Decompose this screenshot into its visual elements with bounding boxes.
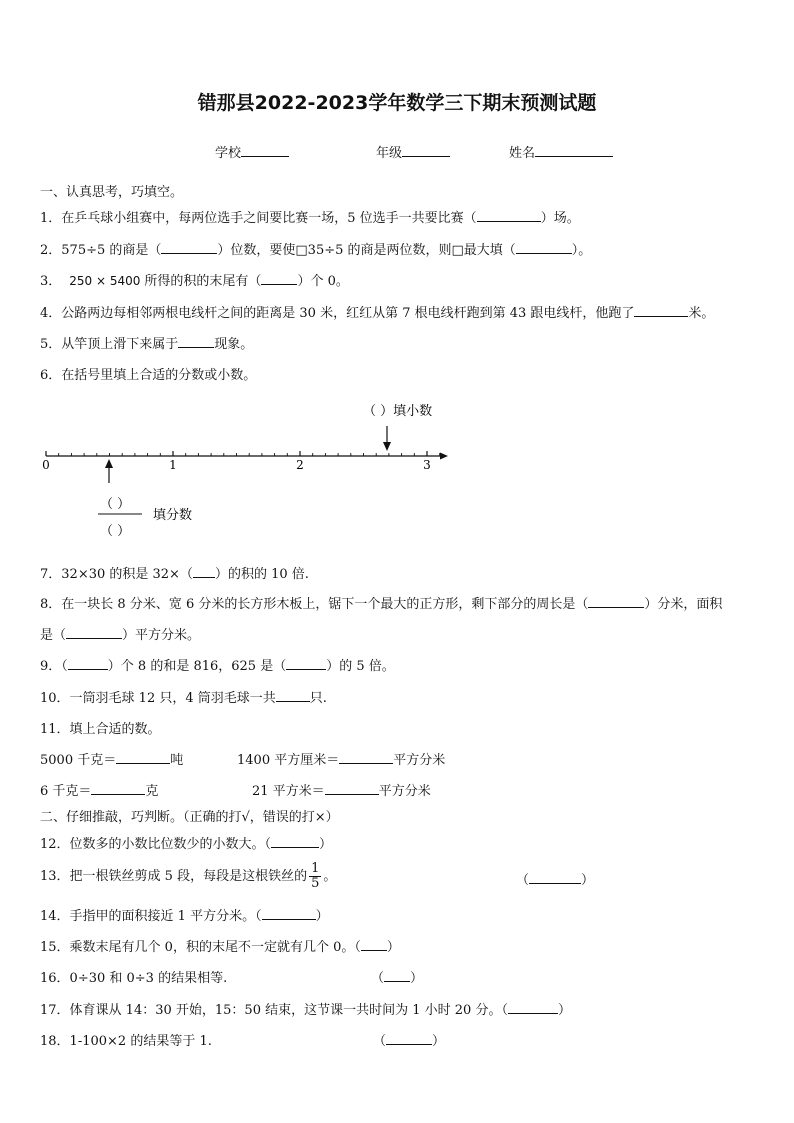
q12-blank[interactable]	[271, 835, 319, 848]
section2-heading: 二、仔细推敲，巧判断。（正确的打√，错误的打×）	[40, 810, 339, 825]
q18-answer	[373, 1030, 445, 1049]
q11-r1c-text: 1400 平方厘米＝	[237, 753, 340, 768]
q11-r2c-text: 21 平方米＝	[252, 784, 325, 799]
q13-text-end: 。	[323, 869, 337, 884]
question-14	[40, 905, 329, 924]
q14-text: 14．手指甲的面积接近 1 平方分米。（	[40, 909, 262, 924]
q2-text-mid: ）位数，要使□35÷5 的商是两位数，则□最大填（	[217, 243, 516, 258]
question-5	[40, 333, 253, 352]
school-blank[interactable]	[241, 144, 289, 157]
q13-text: 13．把一根铁丝剪成 5 段，每段是这根铁丝的	[40, 869, 308, 884]
question-12	[40, 833, 332, 852]
q18-paren-close: ）	[432, 1034, 446, 1049]
q8-blank-2[interactable]	[66, 626, 122, 639]
q9-blank-1[interactable]	[68, 657, 108, 670]
q11-r2-text: 6 千克＝	[40, 784, 92, 799]
section1-heading: 一、认真思考，巧填空。	[40, 185, 184, 200]
tick-label-2: 2	[296, 458, 304, 472]
q11-r1-text: 5000 千克＝	[40, 753, 117, 768]
question-13	[40, 862, 336, 891]
q9-text: 9．（	[40, 659, 68, 674]
q1-text: 1．在乒乓球小组赛中，每两位选手之间要比赛一场，5 位选手一共要比赛（	[40, 211, 477, 226]
q3-text: 所得的积的末尾有（	[144, 274, 262, 289]
decimal-label[interactable]: （ ）填小数	[363, 404, 433, 419]
q2-blank-2[interactable]	[516, 241, 572, 254]
question-16: 16．0÷30 和 0÷3 的结果相等.	[40, 971, 228, 986]
q13-fraction	[309, 862, 321, 891]
q2-blank-1[interactable]	[161, 241, 217, 254]
q8-blank-1[interactable]	[588, 595, 644, 608]
q15-blank[interactable]	[361, 938, 387, 951]
q2-text: 2．575÷5 的商是（	[40, 243, 162, 258]
q10-text: 10．一筒羽毛球 12 只，4 筒羽毛球一共	[40, 691, 276, 706]
q3-text-end: ）个 0。	[297, 274, 349, 289]
q4-text-end: 米。	[688, 306, 715, 321]
q1-text-end: ）场。	[540, 211, 580, 226]
question-4	[40, 302, 714, 321]
fraction-denominator-paren[interactable]: （ ）	[100, 524, 131, 539]
q3-number: 3．	[40, 274, 62, 289]
q11-row2-left	[40, 780, 158, 799]
q12-text: 12．位数多的小数比位数少的小数大。（	[40, 837, 272, 852]
q17-paren-close: ）	[557, 1003, 571, 1018]
q11-r2-blank[interactable]	[91, 782, 145, 795]
q11-r1c-blank[interactable]	[339, 751, 393, 764]
q12-paren-close: ）	[319, 837, 333, 852]
q9-text-end: ）的 5 倍。	[326, 659, 395, 674]
q11-row1-right	[237, 749, 445, 768]
q10-blank[interactable]	[276, 689, 310, 702]
q13-paren-open: （	[516, 873, 530, 888]
name-field	[509, 142, 613, 161]
q7-text: 7．32×30 的积是 32×（	[40, 567, 193, 582]
question-9	[40, 655, 395, 674]
q18-blank[interactable]	[386, 1032, 432, 1045]
q17-blank[interactable]	[508, 1001, 558, 1014]
q11-r2c-unit: 平方分米	[378, 784, 431, 799]
number-line-figure	[30, 395, 490, 545]
fraction-numerator-paren[interactable]: （ ）	[100, 497, 131, 512]
question-10	[40, 687, 327, 706]
q13-denominator: 5	[311, 876, 320, 891]
q3-blank[interactable]	[261, 272, 297, 285]
q3-expression: 250 × 5400	[69, 274, 141, 288]
tick-label-0: 0	[42, 458, 50, 472]
school-label: 学校	[215, 146, 242, 161]
q13-numerator: 1	[311, 861, 320, 876]
q13-blank[interactable]	[529, 871, 581, 884]
q5-blank[interactable]	[178, 335, 214, 348]
grade-field	[376, 142, 450, 161]
q16-paren-close: ）	[410, 971, 424, 986]
up-arrow-head	[105, 459, 113, 468]
q2-text-end: ）。	[571, 243, 592, 258]
grade-label: 年级	[376, 146, 403, 161]
q8-text-2: 是（	[40, 628, 67, 643]
question-17	[40, 999, 571, 1018]
q11-r1-unit: 吨	[170, 753, 184, 768]
q13-paren-close: ）	[581, 873, 595, 888]
q10-text-end: 只.	[309, 691, 327, 706]
question-8-cont	[40, 624, 200, 643]
q14-paren-close: ）	[315, 909, 329, 924]
name-label: 姓名	[509, 146, 536, 161]
q16-paren-open: （	[371, 971, 385, 986]
q8-text-end: ）平方分米。	[122, 628, 201, 643]
q16-answer	[371, 967, 423, 986]
question-15	[40, 936, 400, 955]
q18-paren-open: （	[373, 1034, 387, 1049]
q16-blank[interactable]	[384, 969, 410, 982]
fraction-label: 填分数	[153, 508, 193, 523]
q4-blank[interactable]	[634, 304, 688, 317]
name-blank[interactable]	[535, 144, 613, 157]
question-1	[40, 207, 580, 226]
q14-blank[interactable]	[262, 907, 316, 920]
question-11: 11．填上合适的数。	[40, 722, 161, 737]
q5-text-end: 现象。	[214, 337, 254, 352]
minor-ticks	[46, 451, 440, 456]
q11-row2-right	[252, 780, 431, 799]
question-6: 6．在括号里填上合适的分数或小数。	[40, 368, 257, 383]
q7-blank[interactable]	[193, 565, 215, 578]
question-18: 18．1-100×2 的结果等于 1.	[40, 1034, 212, 1049]
q11-r2-unit: 克	[145, 784, 159, 799]
school-field	[215, 142, 289, 161]
down-arrow-head	[383, 442, 391, 451]
q7-text-end: ）的积的 10 倍.	[214, 567, 309, 582]
number-line-arrowhead	[440, 453, 448, 460]
q8-text-mid: ）分米，面积	[644, 597, 723, 612]
q15-paren-close: ）	[386, 940, 400, 955]
q4-text: 4．公路两边每相邻两根电线杆之间的距离是 30 米，红红从第 7 根电线杆跑到第 43 跟电线杆，他跑了	[40, 306, 635, 321]
q5-text: 5．从竿顶上滑下来属于	[40, 337, 179, 352]
question-3	[40, 270, 349, 289]
page-title: 错那县2022-2023学年数学三下期末预测试题	[197, 92, 597, 114]
q13-answer	[516, 869, 594, 888]
question-7	[40, 563, 309, 582]
tick-label-1: 1	[169, 458, 177, 472]
question-8	[40, 593, 722, 612]
q1-blank[interactable]	[477, 209, 541, 222]
question-2	[40, 239, 591, 258]
q11-row1-left	[40, 749, 183, 768]
q9-text-mid: ）个 8 的和是 816，625 是（	[107, 659, 287, 674]
grade-blank[interactable]	[402, 144, 450, 157]
q11-r1-blank[interactable]	[116, 751, 170, 764]
q8-text: 8．在一块长 8 分米、宽 6 分米的长方形木板上，锯下一个最大的正方形，剩下部分的周长是（	[40, 597, 589, 612]
q11-r1c-unit: 平方分米	[393, 753, 446, 768]
q17-text: 17．体育课从 14：30 开始，15：50 结束，这节课一共时间为 1 小时 20 分。（	[40, 1003, 508, 1018]
tick-label-3: 3	[423, 458, 431, 472]
q11-r2c-blank[interactable]	[325, 782, 379, 795]
q9-blank-2[interactable]	[286, 657, 326, 670]
q15-text: 15．乘数末尾有几个 0，积的末尾不一定就有几个 0。（	[40, 940, 361, 955]
